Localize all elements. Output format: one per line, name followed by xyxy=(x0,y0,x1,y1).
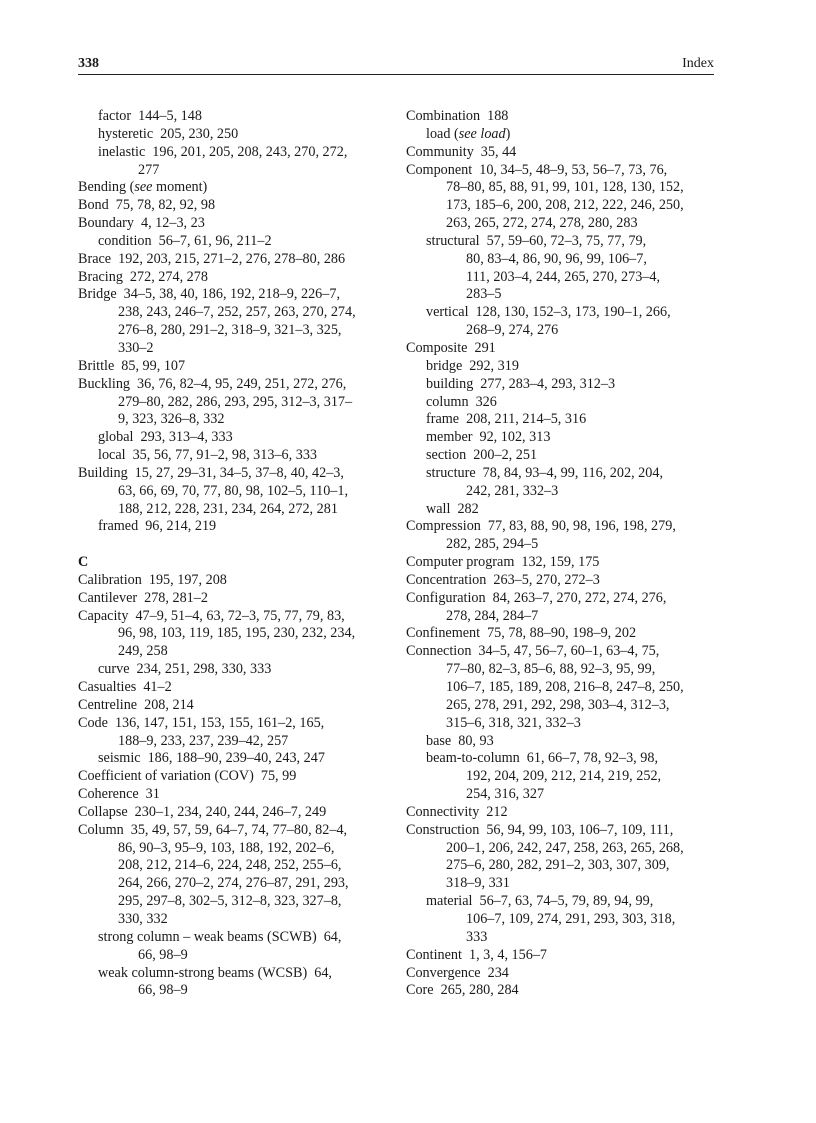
index-term: section xyxy=(426,447,467,464)
index-pages: 272, 274, 278 xyxy=(129,268,208,285)
index-pages: 326 xyxy=(475,393,497,410)
index-pages: 200–2, 251 xyxy=(473,447,538,464)
index-entry-continuation xyxy=(406,840,718,858)
section-letter: C xyxy=(78,554,89,571)
index-entry xyxy=(78,750,396,768)
index-pages: 92, 102, 313 xyxy=(479,429,551,446)
index-entry-continuation xyxy=(78,322,396,340)
index-pages: 205, 230, 250 xyxy=(160,125,239,142)
index-pages: 35, 44 xyxy=(480,143,517,160)
index-pages: 64, xyxy=(314,964,332,981)
index-entry-continuation xyxy=(78,982,396,1000)
index-entry-continuation xyxy=(78,411,396,429)
index-pages: 144–5, 148 xyxy=(138,108,202,124)
page-header xyxy=(78,56,714,75)
index-entry xyxy=(78,786,396,804)
index-pages: 186, 188–90, 239–40, 243, 247 xyxy=(147,750,325,767)
index-pages: 36, 76, 82–4, 95, 249, 251, 272, 276, xyxy=(137,375,347,392)
index-pages: 277, 283–4, 293, 312–3 xyxy=(480,375,616,392)
index-pages: 315–6, 318, 321, 332–3 xyxy=(446,714,581,731)
index-term: beam-to-column xyxy=(426,750,520,767)
index-entry-continuation xyxy=(78,947,396,965)
index-entry-continuation xyxy=(78,840,396,858)
index-entry-continuation xyxy=(78,340,396,358)
index-term: Connectivity xyxy=(406,803,480,820)
index-entry-continuation xyxy=(406,715,718,733)
index-pages: 234, 251, 298, 330, 333 xyxy=(136,661,272,678)
index-entry-continuation xyxy=(406,286,718,304)
index-pages: 264, 266, 270–2, 274, 276–87, 291, 293, xyxy=(118,875,349,892)
index-term: Community xyxy=(406,143,474,160)
index-entry-continuation xyxy=(406,215,718,233)
index-entry xyxy=(78,518,396,536)
index-pages: 192, 203, 215, 271–2, 276, 278–80, 286 xyxy=(118,250,346,267)
index-entry xyxy=(406,804,718,822)
index-entry-continuation xyxy=(406,911,718,929)
index-entry-continuation xyxy=(406,179,718,197)
index-pages: 275–6, 280, 282, 291–2, 303, 307, 309, xyxy=(446,857,670,874)
index-pages: 318–9, 331 xyxy=(446,875,510,892)
index-pages: 136, 147, 151, 153, 155, 161–2, 165, xyxy=(114,714,325,731)
index-pages: 295, 297–8, 302–5, 312–8, 323, 327–8, xyxy=(118,893,342,910)
index-term: Buckling xyxy=(78,375,131,392)
index-entry xyxy=(406,304,718,322)
index-column-right xyxy=(406,108,718,1000)
index-term: seismic xyxy=(98,750,141,767)
index-pages: 106–7, 109, 274, 291, 293, 303, 318, xyxy=(466,910,676,927)
index-term: wall xyxy=(426,500,451,517)
index-pages: 330, 332 xyxy=(118,910,168,927)
index-entry xyxy=(406,501,718,519)
index-pages: 208, 214 xyxy=(144,696,194,713)
index-pages: 212 xyxy=(486,803,508,820)
index-term: Connection xyxy=(406,643,472,660)
index-pages: 333 xyxy=(466,928,488,945)
index-pages: 85, 99, 107 xyxy=(121,357,186,374)
index-pages: 75, 99 xyxy=(260,768,297,785)
index-pages: 268–9, 274, 276 xyxy=(466,322,559,339)
index-pages: 293, 313–4, 333 xyxy=(140,429,233,446)
index-term: Composite xyxy=(406,339,468,356)
index-term: building xyxy=(426,375,474,392)
index-pages: 75, 78, 88–90, 198–9, 202 xyxy=(487,625,637,642)
index-pages: 111, 203–4, 244, 265, 270, 273–4, xyxy=(466,268,661,285)
index-term: structure xyxy=(426,464,476,481)
index-entry xyxy=(406,144,718,162)
index-pages: 196, 201, 205, 208, 243, 270, 272, xyxy=(152,143,348,160)
index-pages: 249, 258 xyxy=(118,643,168,660)
index-pages: 75, 78, 82, 92, 98 xyxy=(115,197,216,214)
index-pages: 291 xyxy=(474,339,496,356)
index-entry xyxy=(78,661,396,679)
index-term: Confinement xyxy=(406,625,481,642)
index-entry xyxy=(406,358,718,376)
index-entry xyxy=(406,822,718,840)
index-term: Bridge xyxy=(78,286,117,303)
index-pages: 277 xyxy=(138,161,160,178)
index-entry-continuation xyxy=(406,322,718,340)
index-term: member xyxy=(426,429,473,446)
index-pages: 242, 281, 332–3 xyxy=(466,482,559,499)
index-pages: 263, 265, 272, 274, 278, 280, 283 xyxy=(446,215,638,232)
index-term: Casualties xyxy=(78,679,137,695)
index-entry xyxy=(78,179,396,197)
index-entry-continuation xyxy=(406,929,718,947)
index-entry-continuation xyxy=(406,679,718,697)
index-term: Column xyxy=(78,821,124,838)
index-entry xyxy=(406,947,718,965)
index-term: Boundary xyxy=(78,215,134,232)
index-entry xyxy=(78,590,396,608)
index-term: hysteretic xyxy=(98,125,154,142)
index-pages: 283–5 xyxy=(466,286,502,303)
index-term: load (see load) xyxy=(426,125,511,142)
index-pages: 330–2 xyxy=(118,339,154,356)
index-pages: 84, 263–7, 270, 272, 274, 276, xyxy=(492,589,667,606)
index-pages: 77–80, 82–3, 85–6, 88, 92–3, 95, 99, xyxy=(446,661,656,678)
index-entry xyxy=(78,822,396,840)
index-entry xyxy=(406,447,718,465)
index-term: Cantilever xyxy=(78,589,138,606)
index-entry-continuation xyxy=(78,501,396,519)
index-entry xyxy=(78,251,396,269)
index-term: Building xyxy=(78,464,128,481)
index-entry xyxy=(78,715,396,733)
index-entry xyxy=(406,126,718,144)
index-pages: 282 xyxy=(457,500,479,517)
index-pages: 4, 12–3, 23 xyxy=(140,215,205,232)
index-term: Capacity xyxy=(78,607,129,624)
index-pages: 47–9, 51–4, 63, 72–3, 75, 77, 79, 83, xyxy=(135,607,345,624)
index-entry xyxy=(78,804,396,822)
index-entry-continuation xyxy=(406,875,718,893)
index-column-left xyxy=(78,108,396,1000)
index-term: structural xyxy=(426,232,480,249)
index-entry xyxy=(406,233,718,251)
index-term: column xyxy=(426,393,469,410)
index-entry xyxy=(78,358,396,376)
index-entry-continuation xyxy=(78,394,396,412)
index-term: Core xyxy=(406,982,434,999)
index-entry xyxy=(78,269,396,287)
index-pages: 63, 66, 69, 70, 77, 80, 98, 102–5, 110–1, xyxy=(118,482,349,499)
index-entry xyxy=(406,625,718,643)
index-pages: 278, 284, 284–7 xyxy=(446,607,539,624)
index-entry-continuation xyxy=(78,162,396,180)
index-entry-continuation xyxy=(78,733,396,751)
index-pages: 41–2 xyxy=(143,679,172,695)
index-pages: 234 xyxy=(487,964,509,981)
index-entry-continuation xyxy=(78,893,396,911)
index-entry xyxy=(78,197,396,215)
index-entry-continuation xyxy=(406,661,718,679)
index-entry xyxy=(78,215,396,233)
index-term: base xyxy=(426,732,452,749)
index-entry xyxy=(78,697,396,715)
index-entry-continuation xyxy=(406,251,718,269)
index-term: Bond xyxy=(78,197,109,214)
index-entry xyxy=(78,768,396,786)
index-entry xyxy=(78,572,396,590)
index-pages: 61, 66–7, 78, 92–3, 98, xyxy=(526,750,658,767)
index-term: Continent xyxy=(406,946,462,963)
index-pages: 96, 98, 103, 119, 185, 195, 230, 232, 234, xyxy=(118,625,356,642)
index-term: Combination xyxy=(406,108,481,124)
index-term: Code xyxy=(78,714,108,731)
index-pages: 230–1, 234, 240, 244, 246–7, 249 xyxy=(134,803,327,820)
index-entry xyxy=(78,429,396,447)
index-pages: 188, 212, 228, 231, 234, 264, 272, 281 xyxy=(118,500,338,517)
index-term: weak column-strong beams (WCSB) xyxy=(98,964,308,981)
index-entry xyxy=(78,679,396,697)
index-entry-continuation xyxy=(406,857,718,875)
index-entry xyxy=(406,965,718,983)
index-pages: 265, 280, 284 xyxy=(440,982,519,999)
index-entry xyxy=(78,286,396,304)
index-term: Centreline xyxy=(78,696,138,713)
index-pages: 282, 285, 294–5 xyxy=(446,536,539,553)
index-pages: 192, 204, 209, 212, 214, 219, 252, xyxy=(466,768,662,785)
index-entry-continuation xyxy=(406,536,718,554)
index-pages: 64, xyxy=(323,928,342,945)
index-pages: 195, 197, 208 xyxy=(148,571,227,588)
index-term: Construction xyxy=(406,821,480,838)
index-entry xyxy=(78,144,396,162)
index-entry xyxy=(406,411,718,429)
index-pages: 263–5, 270, 272–3 xyxy=(493,571,600,588)
index-entry-continuation xyxy=(78,875,396,893)
index-pages: 132, 159, 175 xyxy=(521,554,600,571)
index-entry xyxy=(78,447,396,465)
index-term: material xyxy=(426,893,473,910)
index-term: Brace xyxy=(78,250,112,267)
index-term: inelastic xyxy=(98,143,146,160)
index-pages: 188 xyxy=(487,108,509,124)
index-entry xyxy=(406,376,718,394)
index-entry-continuation xyxy=(406,768,718,786)
index-term: local xyxy=(98,447,126,464)
index-term: Compression xyxy=(406,518,481,535)
index-entry xyxy=(78,465,396,483)
index-entry xyxy=(78,965,396,983)
index-pages: 10, 34–5, 48–9, 53, 56–7, 73, 76, xyxy=(479,161,668,178)
index-entry xyxy=(406,429,718,447)
index-term: Coefficient of variation (COV) xyxy=(78,768,254,785)
index-pages: 34–5, 38, 40, 186, 192, 218–9, 226–7, xyxy=(123,286,340,303)
index-entry xyxy=(78,608,396,626)
index-term: global xyxy=(98,429,134,446)
index-pages: 56, 94, 99, 103, 106–7, 109, 111, xyxy=(486,821,674,838)
index-entry xyxy=(406,733,718,751)
index-term: Component xyxy=(406,161,473,178)
index-entry xyxy=(406,554,718,572)
index-pages: 34–5, 47, 56–7, 60–1, 63–4, 75, xyxy=(478,643,660,660)
index-entry-continuation xyxy=(406,483,718,501)
index-entry xyxy=(78,126,396,144)
index-entry-continuation xyxy=(78,911,396,929)
index-pages: 31 xyxy=(145,786,160,803)
index-term: Collapse xyxy=(78,803,128,820)
index-entry-continuation xyxy=(78,304,396,322)
index-entry-continuation xyxy=(78,625,396,643)
index-pages: 208, 211, 214–5, 316 xyxy=(466,411,587,428)
index-pages: 278, 281–2 xyxy=(144,589,208,606)
index-entry xyxy=(78,376,396,394)
index-pages: 56–7, 61, 96, 211–2 xyxy=(158,232,272,249)
index-entry-continuation xyxy=(78,857,396,875)
index-term: framed xyxy=(98,518,139,535)
index-entry-continuation xyxy=(406,786,718,804)
index-term: bridge xyxy=(426,357,463,374)
index-pages: 276–8, 280, 291–2, 318–9, 321–3, 325, xyxy=(118,322,342,339)
index-entry xyxy=(406,643,718,661)
section-gap xyxy=(78,536,396,554)
index-pages: 56–7, 63, 74–5, 79, 89, 94, 99, xyxy=(479,893,654,910)
index-pages: 35, 49, 57, 59, 64–7, 74, 77–80, 82–4, xyxy=(130,821,348,838)
index-entry xyxy=(78,929,396,947)
index-pages: 238, 243, 246–7, 252, 257, 263, 270, 274, xyxy=(118,304,356,321)
index-entry xyxy=(406,982,718,1000)
running-head: Index xyxy=(682,56,714,71)
index-pages: 80, 83–4, 86, 90, 96, 99, 106–7, xyxy=(466,250,647,267)
index-pages: 1, 3, 4, 156–7 xyxy=(468,946,547,963)
index-term: Concentration xyxy=(406,571,487,588)
index-term: curve xyxy=(98,661,130,678)
index-term: vertical xyxy=(426,304,469,321)
index-pages: 35, 56, 77, 91–2, 98, 313–6, 333 xyxy=(132,447,318,464)
index-term: frame xyxy=(426,411,460,428)
index-term: Bracing xyxy=(78,268,123,285)
index-entry xyxy=(78,108,396,126)
index-term: Calibration xyxy=(78,571,142,588)
index-pages: 279–80, 282, 286, 293, 295, 312–3, 317– xyxy=(118,393,353,410)
index-entry-continuation xyxy=(78,643,396,661)
index-term: factor xyxy=(98,108,132,124)
index-pages: 200–1, 206, 242, 247, 258, 263, 265, 268, xyxy=(446,839,684,856)
index-term: Configuration xyxy=(406,589,486,606)
index-entry xyxy=(406,340,718,358)
index-entry xyxy=(406,750,718,768)
index-pages: 77, 83, 88, 90, 98, 196, 198, 279, xyxy=(487,518,676,535)
index-pages: 80, 93 xyxy=(458,732,494,749)
index-term: condition xyxy=(98,232,152,249)
index-entry xyxy=(406,465,718,483)
index-entry-continuation xyxy=(406,608,718,626)
index-pages: 9, 323, 326–8, 332 xyxy=(118,411,225,428)
index-pages: 96, 214, 219 xyxy=(145,518,217,535)
index-pages: 128, 130, 152–3, 173, 190–1, 266, xyxy=(475,304,671,321)
index-pages: 188–9, 233, 237, 239–42, 257 xyxy=(118,732,289,749)
index-pages: 78–80, 85, 88, 91, 99, 101, 128, 130, 152, xyxy=(446,179,684,196)
index-entry xyxy=(78,233,396,251)
index-entry xyxy=(406,590,718,608)
index-pages: 66, 98–9 xyxy=(138,946,188,963)
index-entry xyxy=(406,394,718,412)
index-entry xyxy=(406,162,718,180)
index-entry-continuation xyxy=(406,697,718,715)
index-pages: 254, 316, 327 xyxy=(466,786,545,803)
index-pages: 208, 212, 214–6, 224, 248, 252, 255–6, xyxy=(118,857,342,874)
index-pages: 173, 185–6, 200, 208, 212, 222, 246, 250, xyxy=(446,197,684,214)
index-pages: 66, 98–9 xyxy=(138,982,188,999)
index-term: Bending (see moment) xyxy=(78,179,208,196)
page-number: 338 xyxy=(78,56,99,71)
index-pages: 292, 319 xyxy=(469,357,519,374)
index-entry xyxy=(406,108,718,126)
index-pages: 15, 27, 29–31, 34–5, 37–8, 40, 42–3, xyxy=(134,464,344,481)
index-pages: 57, 59–60, 72–3, 75, 77, 79, xyxy=(486,232,647,249)
index-term: Coherence xyxy=(78,786,139,803)
index-term: Convergence xyxy=(406,964,481,981)
index-entry xyxy=(406,518,718,536)
index-pages: 106–7, 185, 189, 208, 216–8, 247–8, 250, xyxy=(446,679,684,695)
index-term: Computer program xyxy=(406,554,515,571)
index-entry-continuation xyxy=(406,197,718,215)
index-pages: 78, 84, 93–4, 99, 116, 202, 204, xyxy=(482,464,664,481)
index-entry-continuation xyxy=(406,269,718,287)
index-pages: 265, 278, 291, 292, 298, 303–4, 312–3, xyxy=(446,696,670,713)
index-term: strong column – weak beams (SCWB) xyxy=(98,928,317,945)
index-pages: 86, 90–3, 95–9, 103, 188, 192, 202–6, xyxy=(118,839,335,856)
index-entry xyxy=(406,572,718,590)
index-term: Brittle xyxy=(78,357,115,374)
index-entry-continuation xyxy=(78,483,396,501)
index-entry xyxy=(406,893,718,911)
